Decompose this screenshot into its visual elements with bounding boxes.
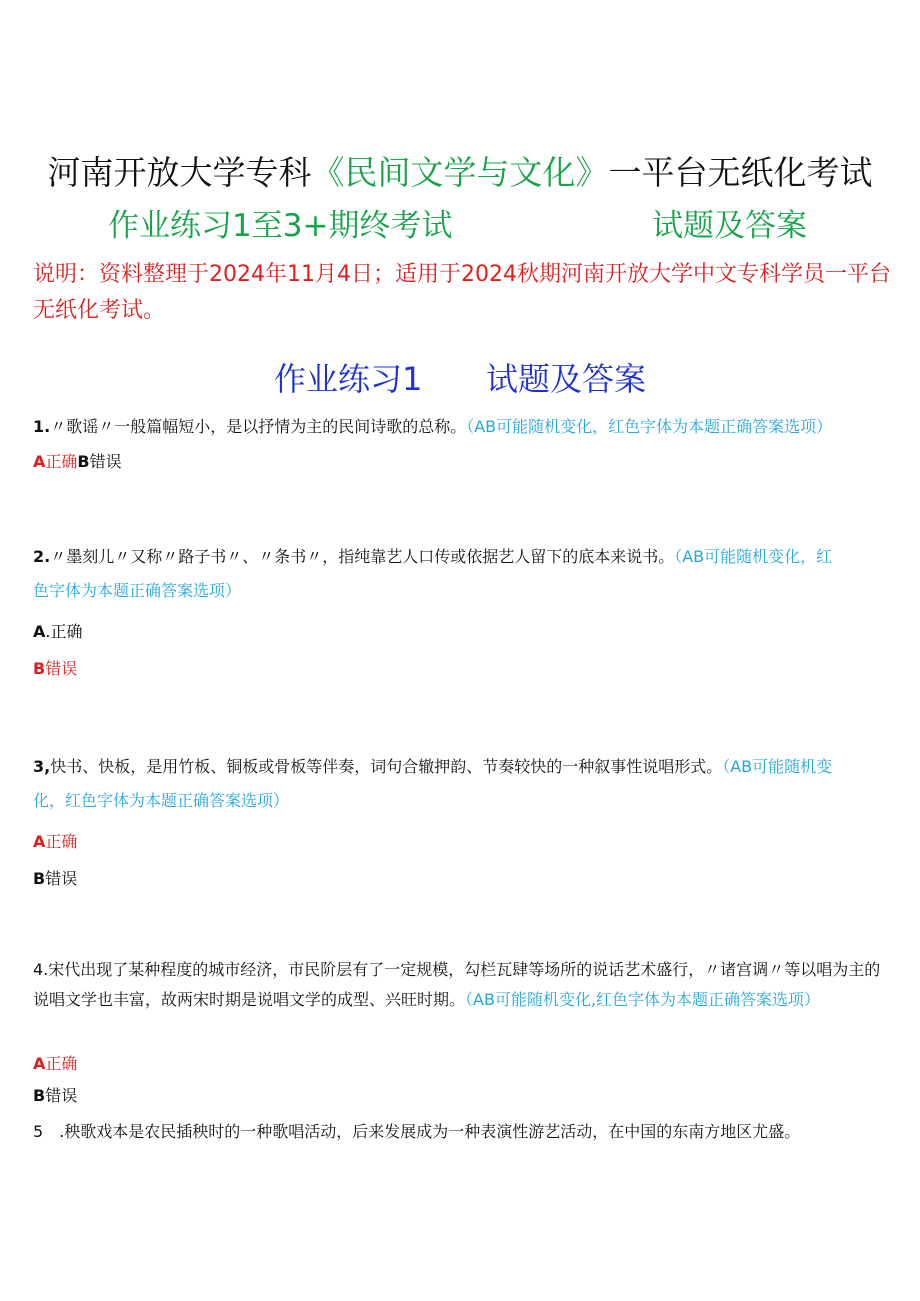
subtitle-right: 试题及答案	[652, 208, 807, 244]
answer-hint: （AB可能随机变化,红色字体为本题正确答案选项）	[465, 990, 821, 1009]
answer-hint: （AB可能随机变化，红色字体为本题正确答案选项）	[33, 757, 833, 810]
question-1-options	[33, 450, 122, 474]
question-3-option-b: B错误	[33, 869, 78, 888]
option-b: B错误	[77, 452, 122, 471]
question-3	[33, 750, 833, 818]
answer-hint: （AB可能随机变化，红色字体为本题正确答案选项）	[466, 417, 833, 436]
question-4	[33, 955, 893, 1015]
question-5	[33, 1115, 898, 1149]
section-title-left: 作业练习1	[274, 360, 423, 398]
question-3-option-a: A正确	[33, 832, 78, 851]
description-note: 说明：资料整理于2024年11月4日；适用于2024秋期河南开放大学中文专科学员一平台无纸化考试。	[33, 262, 891, 323]
question-number: 3,	[33, 757, 51, 776]
question-4-option-a: A正确	[33, 1054, 78, 1073]
question-number: 1.	[33, 417, 51, 436]
question-text: 〃歌谣〃一般篇幅短小，是以抒情为主的民间诗歌的总称。	[50, 417, 467, 436]
title-right: 一平台无纸化考试	[608, 153, 873, 192]
section-title-right: 试题及答案	[486, 360, 647, 398]
answer-hint: （AB可能随机变化，红色字体为本题正确答案选项）	[33, 547, 833, 600]
question-text: 〃墨刻儿〃又称〃路子书〃、〃条书〃，指纯靠艺人口传或依据艺人留下的底本来说书。	[50, 547, 675, 566]
question-number: 5	[33, 1122, 44, 1141]
option-a: A正确	[33, 452, 78, 471]
subtitle-left: 作业练习1至3+期终考试	[108, 208, 453, 244]
question-number: 2.	[33, 547, 51, 566]
title-left: 河南开放大学专科	[47, 153, 312, 192]
question-1	[33, 410, 898, 444]
question-2	[33, 540, 833, 608]
document-title	[0, 150, 920, 196]
question-text: 快书、快板，是用竹板、铜板或骨板等伴奏，词句合辙押韵、节奏较快的一种叙事性说唱形式。	[50, 757, 723, 776]
question-text: 宋代出现了某种程度的城市经济，市民阶层有了一定规模，勾栏瓦肆等场所的说话艺术盛行，〃诸宫调〃等以唱为主的说唱文学也丰富，故两宋时期是说唱文学的成型、兴旺时期。	[33, 960, 881, 1009]
question-4-option-b: B错误	[33, 1086, 78, 1105]
question-number: 4.	[33, 960, 49, 979]
question-2-option-b: B错误	[33, 659, 78, 678]
title-book: 《民间文学与文化》	[311, 153, 609, 192]
question-text: .秧歌戏本是农民插秧时的一种歌唱活动，后来发展成为一种表演性游艺活动，在中国的东南方地区尤盛。	[59, 1122, 801, 1141]
question-2-option-a: A.正确	[33, 622, 83, 641]
